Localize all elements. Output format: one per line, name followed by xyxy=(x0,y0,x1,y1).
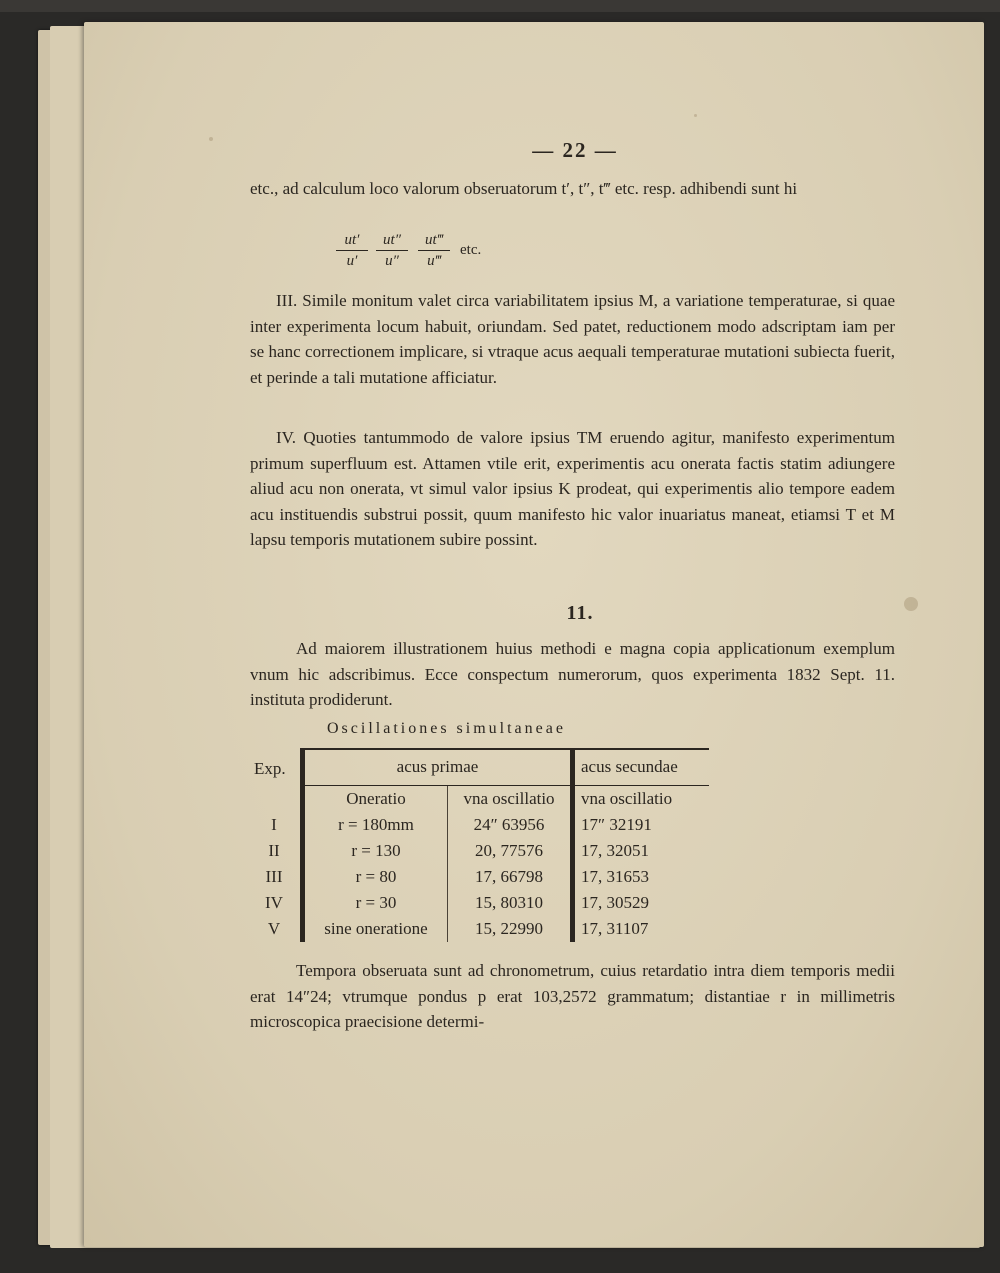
fraction-denominator: u″ xyxy=(385,253,399,269)
col-oneratio-header: Oneratio xyxy=(303,785,448,812)
cell-osc1: 15, 22990 xyxy=(448,916,573,942)
col-osc2-header: vna oscillatio xyxy=(573,785,710,812)
paragraph-iii: III. Simile monitum valet circa variabilitatem ipsius M, a variatione temperaturae, si quae inter experimenta locum habuit, oriundam. Sed patet, reductionem modo adscriptam iam per se hanc correctionem implicare, si vtraque acus aequali temperaturae mutationi subiecta fuerit, et perinde a tali mutatione afficiatur. xyxy=(250,291,895,387)
cell-oneratio: sine oneratione xyxy=(303,916,448,942)
table-caption: Oscillationes simultaneae xyxy=(327,720,566,737)
group-acus-primae: acus primae xyxy=(303,749,573,785)
group-acus-secundae: acus secundae xyxy=(573,749,710,785)
cell-exp: I xyxy=(271,814,277,834)
table-row xyxy=(248,916,709,942)
book-page xyxy=(84,22,984,1247)
cell-osc2: 17, 31653 xyxy=(573,864,710,890)
paragraph-iv: IV. Quoties tantummodo de valore ipsius TM eruendo agitur, manifesto experimentum primum superfluum est. Attamen vtile erit, experimentis acu onerata factis statim adiungere aliud acu non onerata, vt simul valor ipsius K prodeat, qui experimentis alio tempore eadem acu instituendis substrui possit, quum manifesto hic valor inuariatus maneat, etiamsi T et M lapsu temporis mutationem subire possint. xyxy=(250,428,895,549)
cell-osc2: 17″ 32191 xyxy=(573,812,710,838)
fraction xyxy=(376,230,408,271)
table-row xyxy=(248,838,709,864)
cell-oneratio: r = 30 xyxy=(303,890,448,916)
cell-oneratio: r = 130 xyxy=(303,838,448,864)
table-row xyxy=(248,812,709,838)
paper-stain xyxy=(904,597,918,611)
fraction xyxy=(336,230,368,271)
fraction-numerator: ut″ xyxy=(376,230,408,251)
cell-exp: IV xyxy=(265,892,283,912)
table-row xyxy=(248,864,709,890)
table-row xyxy=(248,890,709,916)
fraction-numerator: ut‴ xyxy=(418,230,450,251)
fraction-etc: etc. xyxy=(460,242,482,258)
table-subheader-row xyxy=(248,785,709,812)
paper-speck xyxy=(694,114,697,117)
oscillation-table xyxy=(248,748,709,942)
cell-osc2: 17, 30529 xyxy=(573,890,710,916)
cell-osc1: 20, 77576 xyxy=(448,838,573,864)
page-number: — 22 — xyxy=(532,138,618,162)
col-osc1-header: vna oscillatio xyxy=(448,785,573,812)
cell-osc2: 17, 32051 xyxy=(573,838,710,864)
fraction-denominator: u‴ xyxy=(427,253,441,269)
cell-exp: III xyxy=(265,866,283,886)
cell-exp: V xyxy=(267,918,281,938)
paper-speck xyxy=(209,137,213,141)
fraction xyxy=(418,230,450,271)
table-header-row xyxy=(248,749,709,785)
col-exp-header: Exp. xyxy=(254,759,286,778)
cell-osc1: 24″ 63956 xyxy=(448,812,573,838)
cell-exp: II xyxy=(268,840,280,860)
cell-osc2: 17, 31107 xyxy=(573,916,710,942)
cell-oneratio: r = 80 xyxy=(303,864,448,890)
paragraph-11: Ad maiorem illustrationem huius methodi e magna copia applicationum exemplum vnum hic adscribimus. Ecce conspectum numerorum, quos experimenta 1832 Sept. 11. instituta prodiderunt. xyxy=(250,639,895,709)
fraction-numerator: ut′ xyxy=(336,230,368,251)
cell-osc1: 15, 80310 xyxy=(448,890,573,916)
paragraph-final: Tempora obseruata sunt ad chronometrum, cuius retardatio intra diem temporis medii erat 14″24; vtrumque pondus p erat 103,2572 grammatum; distantiae r in millimetris microscopica praecisione determi- xyxy=(250,961,895,1031)
intro-paragraph: etc., ad calculum loco valorum obseruatorum t′, t″, t‴ etc. resp. adhibendi sunt hi xyxy=(250,179,798,198)
cell-osc1: 17, 66798 xyxy=(448,864,573,890)
empty-cell xyxy=(248,785,303,812)
cell-oneratio: r = 180mm xyxy=(303,812,448,838)
section-heading: 11. xyxy=(566,602,594,624)
fraction-denominator: u′ xyxy=(346,253,358,269)
